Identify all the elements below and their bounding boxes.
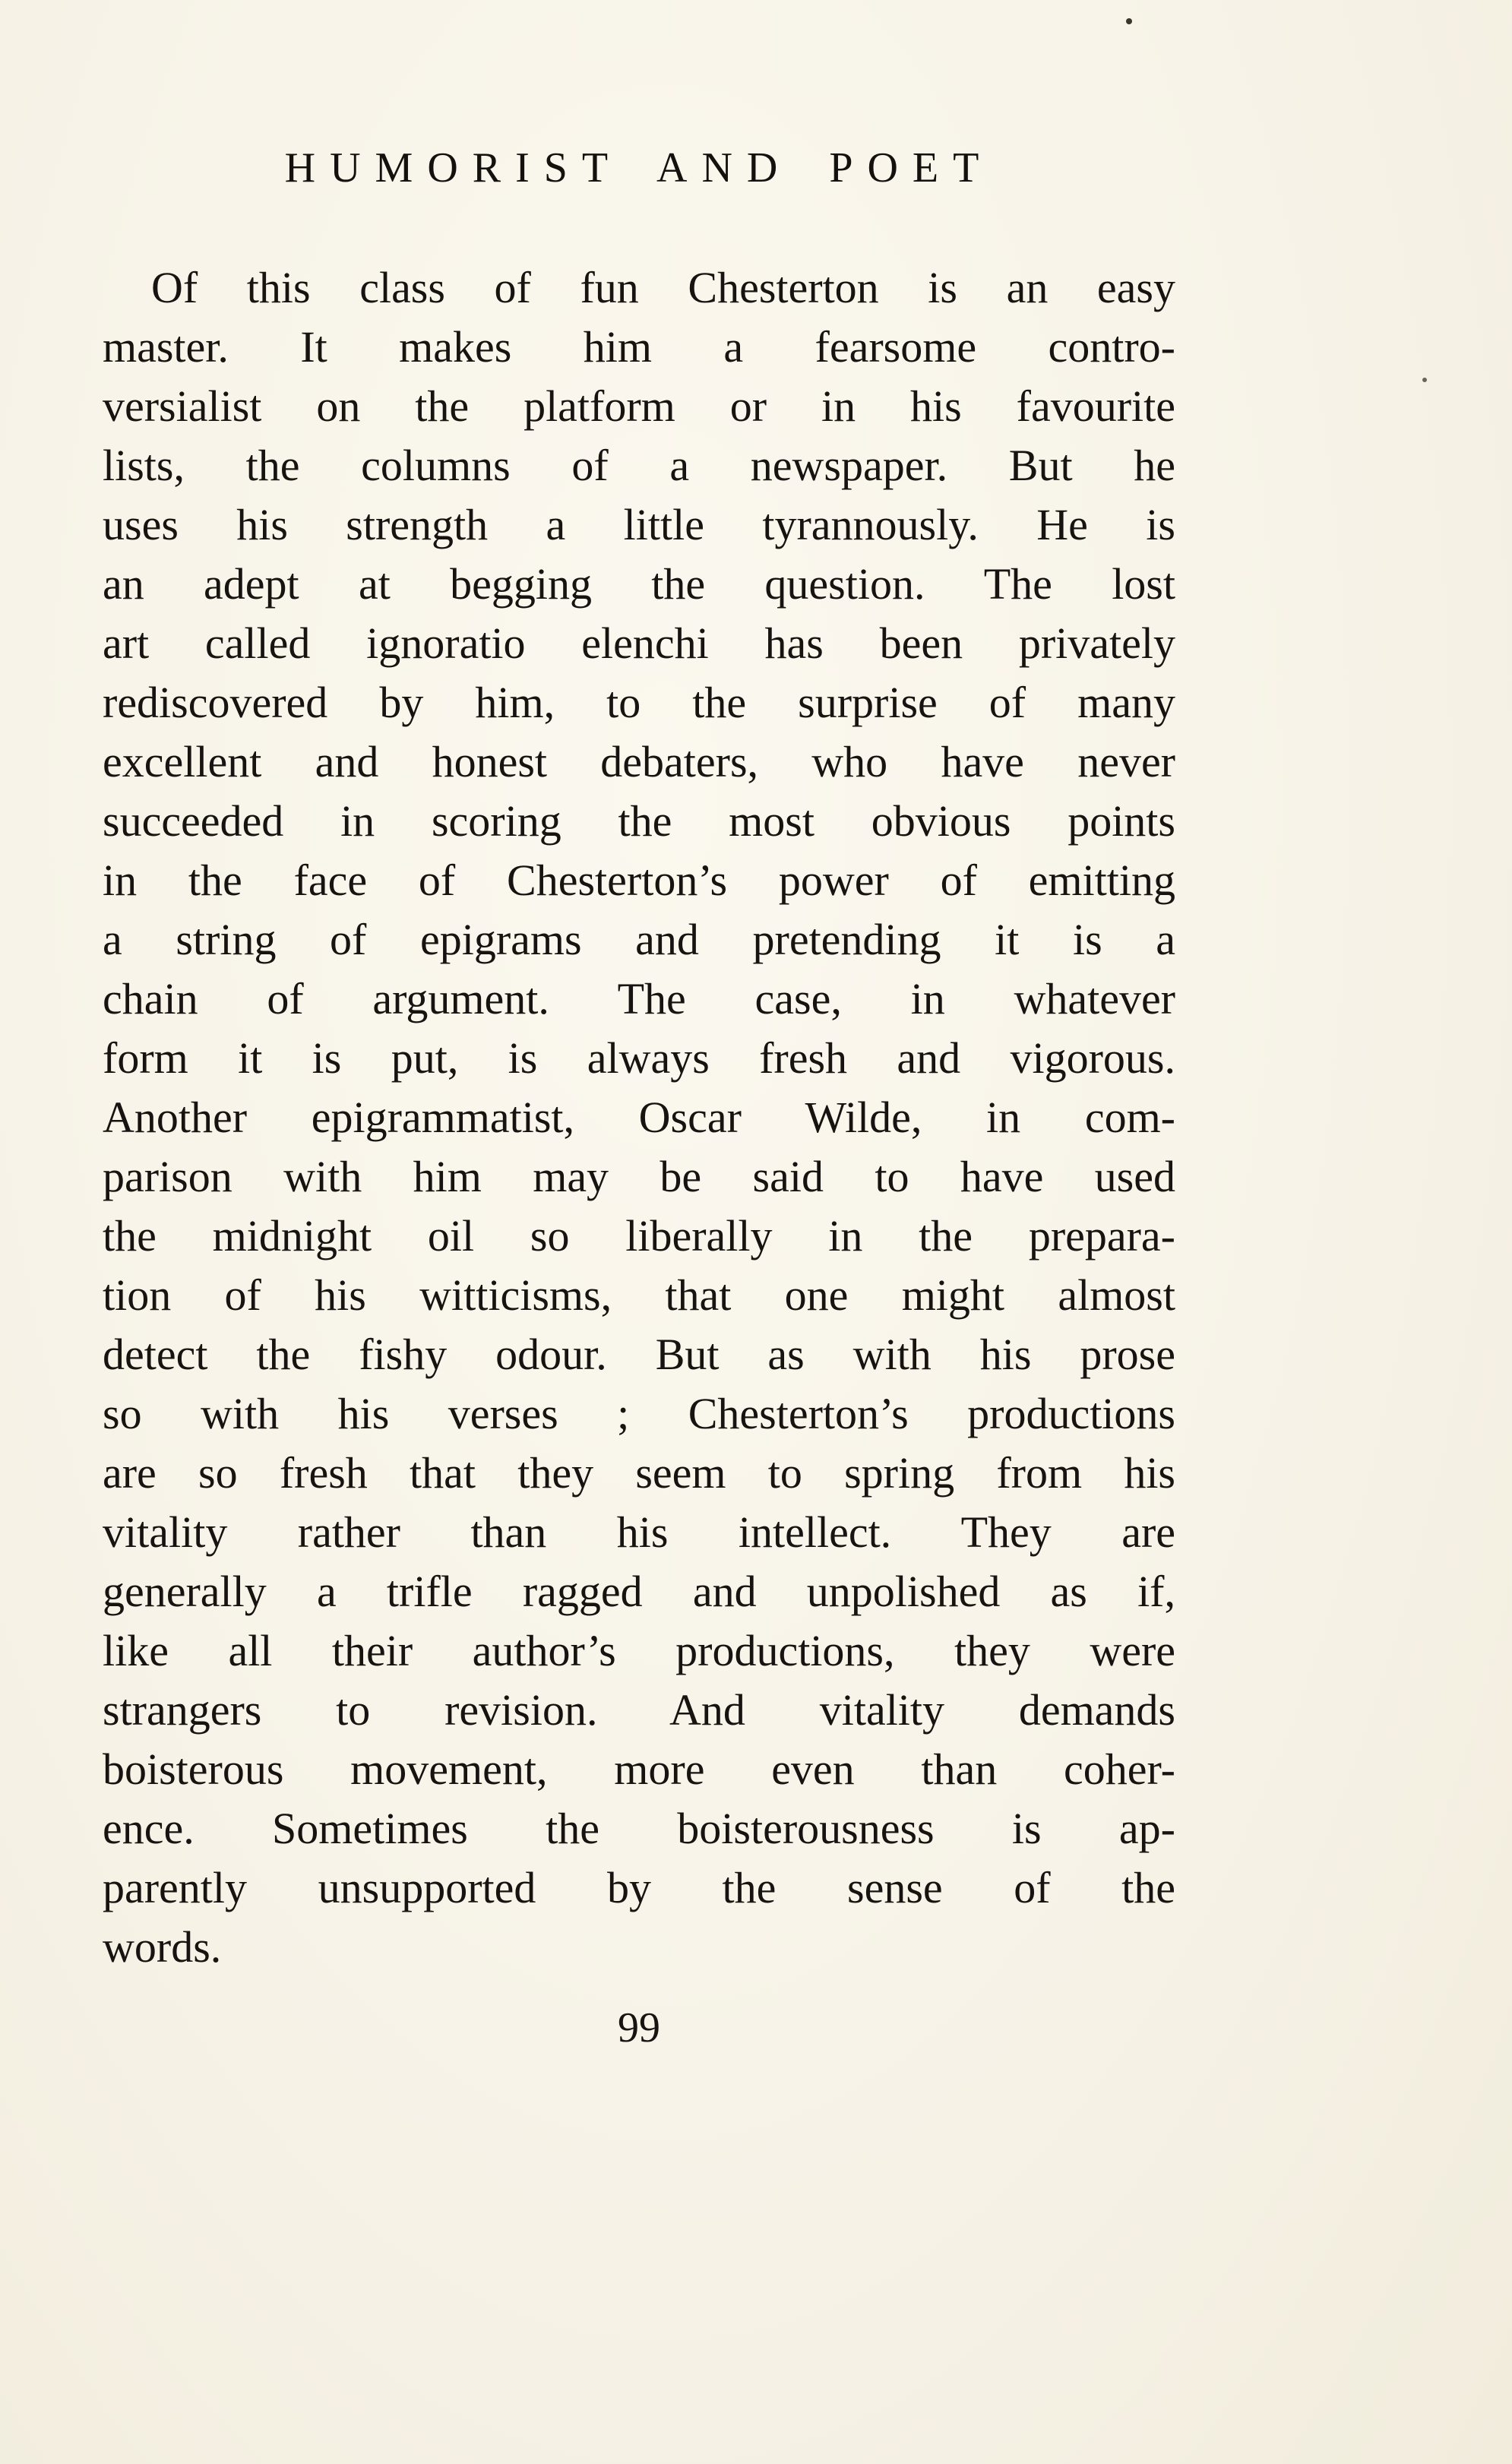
text-line: rediscovered by him, to the surprise of many xyxy=(103,678,1175,727)
text-line: parently unsupported by the sense of the xyxy=(103,1863,1175,1912)
text-line: tion of his witticisms, that one might almost xyxy=(103,1270,1175,1320)
page-number: 99 xyxy=(618,2004,660,2051)
text-line: form it is put, is always fresh and vigorous. xyxy=(103,1033,1175,1083)
text-line: excellent and honest debaters, who have never xyxy=(103,737,1175,786)
text-column xyxy=(103,143,1175,2054)
text-line: Of this class of fun Chesterton is an easy xyxy=(151,263,1175,312)
text-line: detect the fishy odour. But as with his prose xyxy=(103,1330,1175,1379)
text-line: an adept at begging the question. The lost xyxy=(103,559,1175,609)
scan-speck xyxy=(1126,18,1132,24)
body-paragraph xyxy=(103,258,1175,1977)
text-line: generally a trifle ragged and unpolished as if, xyxy=(103,1567,1175,1616)
text-line: chain of argument. The case, in whatever xyxy=(103,974,1175,1023)
text-line: parison with him may be said to have used xyxy=(103,1152,1175,1201)
scan-speck xyxy=(1422,378,1427,382)
text-line: versialist on the platform or in his favourite xyxy=(103,381,1175,431)
text-line: Another epigrammatist, Oscar Wilde, in com- xyxy=(103,1093,1175,1142)
text-line: ence. Sometimes the boisterousness is ap- xyxy=(103,1804,1175,1853)
text-line: a string of epigrams and pretending it is a xyxy=(103,915,1175,964)
text-line: words. xyxy=(103,1922,222,1972)
text-line: art called ignoratio elenchi has been privately xyxy=(103,618,1175,668)
text-line: master. It makes him a fearsome contro- xyxy=(103,322,1175,372)
text-line: are so fresh that they seem to spring from his xyxy=(103,1448,1175,1498)
text-line: strangers to revision. And vitality demands xyxy=(103,1685,1175,1735)
text-line: the midnight oil so liberally in the prepara- xyxy=(103,1211,1175,1260)
text-line: succeeded in scoring the most obvious points xyxy=(103,796,1175,846)
text-line: lists, the columns of a newspaper. But he xyxy=(103,441,1175,490)
text-line: like all their author’s productions, they were xyxy=(103,1626,1175,1675)
text-line: vitality rather than his intellect. They are xyxy=(103,1507,1175,1557)
text-line: uses his strength a little tyrannously. He is xyxy=(103,500,1175,549)
text-line: so with his verses ; Chesterton’s productions xyxy=(103,1389,1175,1438)
text-line: boisterous movement, more even than coher- xyxy=(103,1744,1175,1794)
text-line: in the face of Chesterton’s power of emitting xyxy=(103,856,1175,905)
running-head: HUMORIST AND POET xyxy=(284,144,994,191)
